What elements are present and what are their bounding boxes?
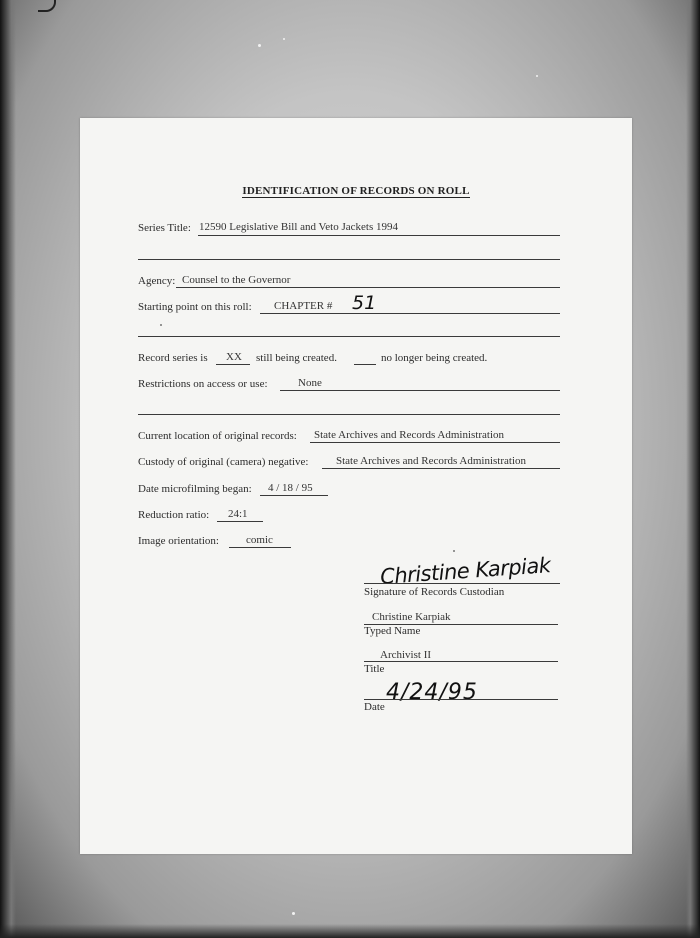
reduction-ratio-label: Reduction ratio:	[138, 509, 210, 521]
paper-speck	[160, 324, 162, 326]
series-title-value: 12590 Legislative Bill and Veto Jackets 1994	[199, 221, 398, 233]
form-heading: IDENTIFICATION OF RECORDS ON ROLL	[242, 185, 470, 197]
record-series-no-longer-label: no longer being created.	[381, 352, 488, 364]
date-began-label: Date microfilming began:	[138, 483, 252, 495]
custodian-signature: Christine Karpiak	[379, 553, 552, 589]
custody-value: State Archives and Records Administration	[336, 455, 527, 467]
agency-label: Agency:	[138, 275, 176, 287]
starting-point-line-2	[138, 336, 560, 337]
film-edge-bottom	[0, 924, 700, 938]
title-value: Archivist II	[380, 649, 432, 661]
image-orientation-value: comic	[246, 534, 273, 546]
starting-point-handwritten: 51	[352, 292, 377, 314]
date-line	[364, 699, 558, 700]
custody-label: Custody of original (camera) negative:	[138, 456, 309, 468]
series-title-line	[198, 235, 560, 236]
film-edge-right	[686, 0, 700, 938]
record-series-still-blank	[216, 364, 250, 365]
record-series-no-longer-blank	[354, 364, 376, 365]
custody-line	[322, 468, 560, 469]
film-speck	[536, 75, 538, 77]
reduction-ratio-value: 24:1	[228, 508, 248, 520]
image-orientation-line	[229, 547, 291, 548]
date-handwritten: 4/24/95	[386, 680, 478, 705]
restrictions-line-2	[138, 414, 560, 415]
image-orientation-label: Image orientation:	[138, 535, 219, 547]
restrictions-label: Restrictions on access or use:	[138, 378, 268, 390]
restrictions-value: None	[298, 377, 322, 389]
signature-label: Signature of Records Custodian	[364, 586, 505, 598]
typed-name-value: Christine Karpiak	[372, 611, 451, 623]
signature-line	[364, 583, 560, 584]
records-identification-form	[80, 118, 632, 854]
record-series-label: Record series is	[138, 352, 208, 364]
series-title-label: Series Title:	[138, 222, 191, 234]
date-began-line	[260, 495, 328, 496]
film-speck	[283, 38, 285, 40]
starting-point-label: Starting point on this roll:	[138, 301, 252, 313]
film-edge-left	[0, 0, 16, 938]
current-location-label: Current location of original records:	[138, 430, 297, 442]
reduction-ratio-line	[217, 521, 263, 522]
agency-value: Counsel to the Governor	[182, 274, 291, 286]
record-series-still-mark: XX	[226, 351, 242, 363]
series-title-line-2	[138, 259, 560, 260]
typed-name-label: Typed Name	[364, 625, 421, 637]
current-location-line	[310, 442, 560, 443]
starting-point-value: CHAPTER #	[274, 300, 333, 312]
restrictions-line	[280, 390, 560, 391]
date-began-value: 4 / 18 / 95	[268, 482, 313, 494]
paper-speck	[453, 550, 455, 552]
record-series-still-label: still being created.	[256, 352, 337, 364]
starting-point-line	[260, 313, 560, 314]
date-label: Date	[364, 701, 385, 713]
film-speck	[258, 44, 261, 47]
title-label: Title	[364, 663, 385, 675]
film-speck	[292, 912, 295, 915]
agency-line	[176, 287, 560, 288]
title-line	[364, 661, 558, 662]
current-location-value: State Archives and Records Administration	[314, 429, 505, 441]
